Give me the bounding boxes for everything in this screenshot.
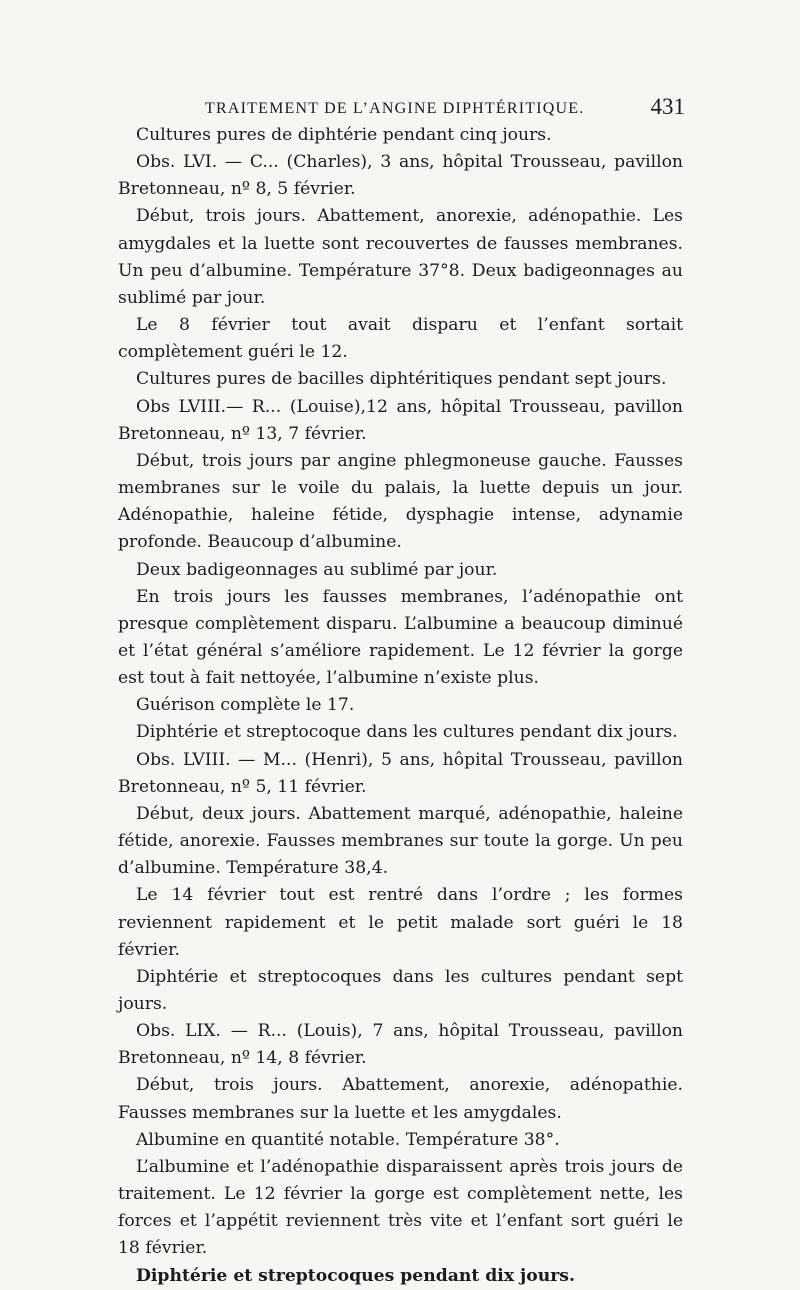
paragraph-obs-lix: Obs. LIX. — R... (Louis), 7 ans, hôpital Trousseau, pavillon Bretonneau, nº 14, 8 février. <box>118 1021 683 1069</box>
paragraph-cultures-4: Diphtérie et streptocoques dans les cultures pendant sept jours. <box>118 966 683 1014</box>
page-number: 431 <box>650 94 685 119</box>
paragraph-outcome-3: Le 14 février tout est rentré dans l’ordre ; les formes reviennent rapidement et le petit malade sort guéri le 18 février. <box>118 885 683 960</box>
paragraph-outcome-4: L’albumine et l’adénopathie disparaissent après trois jours de traitement. Le 12 février la gorge est complètement nette, les forces et l’appétit reviennent très vite et l’enfant sort guéri le 18 février. <box>118 1156 683 1259</box>
paragraph-albumine-4: Albumine en quantité notable. Température 38°. <box>136 1129 560 1150</box>
paragraph-cultures-3: Diphtérie et streptocoque dans les cultures pendant dix jours. <box>136 722 678 743</box>
body-text <box>118 122 683 1290</box>
paragraph-obs-lviii-a: Obs LVIII.— R... (Louise),12 ans, hôpital Trousseau, pavillon Bretonneau, nº 13, 7 février. <box>118 396 683 444</box>
paragraph-treatment-2: Deux badigeonnages au sublimé par jour. <box>136 559 498 580</box>
paragraph-progress-2: En trois jours les fausses membranes, l’adénopathie ont presque complètement disparu. L’albumine a beaucoup diminué et l’état général s’améliore rapidement. Le 12 février la gorge est tout à fait nettoyée, l’albumine n’existe plus. <box>118 586 683 689</box>
paragraph-outcome-2: Guérison complète le 17. <box>136 695 355 716</box>
paragraph-debut-2: Début, trois jours par angine phlegmoneuse gauche. Fausses membranes sur le voile du palais, la luette depuis un jour. Adénopathie, haleine fétide, dysphagie intense, adynamie profonde. Beaucoup d’albumine. <box>118 450 683 553</box>
paragraph-debut-1: Début, trois jours. Abattement, anorexie, adénopathie. Les amygdales et la luette sont recouvertes de fausses membranes. Un peu d’albumine. Température 37°8. Deux badigeonnages au sublimé par jour. <box>118 206 683 308</box>
paragraph-cultures-2: Cultures pures de bacilles diphtéritiques pendant sept jours. <box>136 369 667 390</box>
paragraph-obs-lvi: Obs. LVI. — C... (Charles), 3 ans, hôpital Trousseau, pavillon Bretonneau, nº 8, 5 février. <box>118 152 683 200</box>
paragraph-cultures-1: Cultures pures de diphtérie pendant cinq jours. <box>136 125 552 145</box>
running-head: TRAITEMENT DE L’ANGINE DIPHTÉRITIQUE. <box>205 100 585 117</box>
paragraph-debut-3: Début, deux jours. Abattement marqué, adénopathie, haleine fétide, anorexie. Fausses membranes sur toute la gorge. Un peu d’albumine. Température 38,4. <box>118 803 683 879</box>
paragraph-debut-4: Début, trois jours. Abattement, anorexie, adénopathie. Fausses membranes sur la luette et les amygdales. <box>118 1075 683 1123</box>
paragraph-outcome-1: Le 8 février tout avait disparu et l’enfant sortait complètement guéri le 12. <box>118 315 683 363</box>
paragraph-obs-lviii-b: Obs. LVIII. — M... (Henri), 5 ans, hôpital Trousseau, pavillon Bretonneau, nº 5, 11 février. <box>118 749 683 797</box>
paragraph-cultures-5: Diphtérie et streptocoques pendant dix jours. <box>136 1265 575 1286</box>
page-header <box>205 94 685 124</box>
